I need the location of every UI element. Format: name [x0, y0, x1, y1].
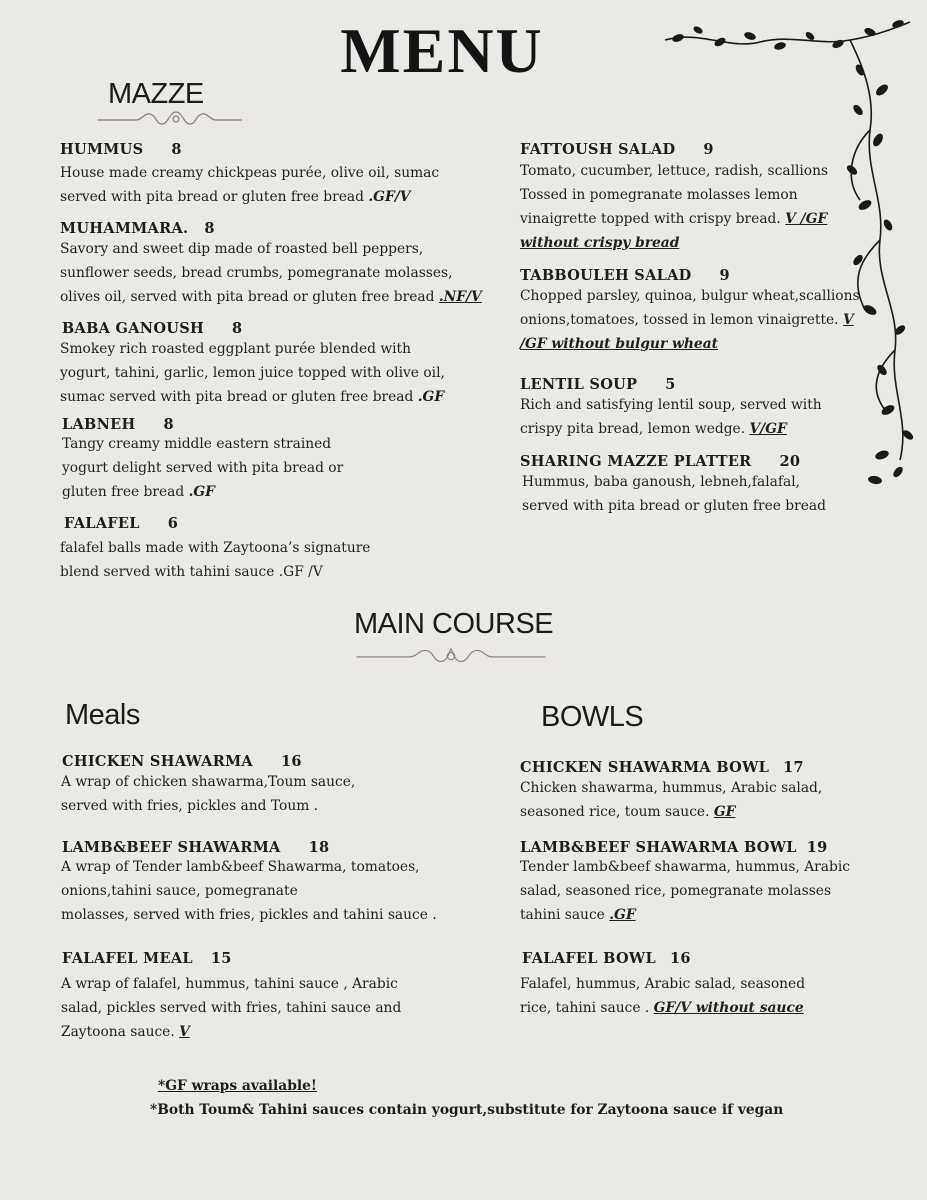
- price: 20: [779, 453, 801, 470]
- price: 9: [719, 267, 730, 284]
- diet-tag: GF/V without sauce: [653, 1000, 804, 1016]
- menu-title: MENU: [340, 15, 544, 86]
- menu-item-fattoush-desc: Tomato, cucumber, lettuce, radish, scallions Tossed in pomegranate molasses lemon vinaigrette topped with crispy bread. V /GF without crispy bread: [520, 159, 828, 255]
- diet-tag: .GF: [417, 389, 445, 405]
- price: 8: [171, 141, 182, 158]
- section-title-meals: Meals: [65, 699, 140, 731]
- menu-item-lamb-beef-shawarma-name: LAMB&BEEF SHAWARMA 18: [62, 839, 330, 856]
- menu-item-lentil-soup-name: LENTIL SOUP 5: [520, 376, 676, 393]
- menu-item-baba-ganoush-name: BABA GANOUSH 8: [62, 320, 243, 337]
- note-gf-wraps: *GF wraps available!: [158, 1078, 317, 1094]
- menu-item-tabbouleh-name: TABBOULEH SALAD 9: [520, 267, 730, 284]
- price: 8: [204, 220, 215, 237]
- menu-item-chicken-shawarma-desc: A wrap of chicken shawarma,Toum sauce, served with fries, pickles and Toum .: [61, 774, 356, 814]
- menu-item-chicken-bowl-desc: Chicken shawarma, hummus, Arabic salad, seasoned rice, toum sauce. GF: [520, 780, 823, 820]
- diet-tag: GF: [713, 804, 736, 820]
- price: 15: [210, 950, 232, 967]
- menu-item-mazze-platter-name: SHARING MAZZE PLATTER 20: [520, 453, 801, 470]
- section-title-mazze: MAZZE: [108, 78, 204, 110]
- menu-item-hummus-desc: House made creamy chickpeas purée, olive oil, sumac served with pita bread or gluten free bread .GF/V: [60, 165, 440, 205]
- menu-item-lamb-beef-bowl-desc: Tender lamb&beef shawarma, hummus, Arabic salad, seasoned rice, pomegranate molasses tahini sauce .GF: [520, 859, 850, 923]
- flourish-divider: [346, 645, 556, 667]
- flourish-divider: [96, 108, 244, 130]
- diet-tag: .GF: [188, 484, 215, 500]
- menu-item-lentil-soup-desc: Rich and satisfying lentil soup, served with crispy pita bread, lemon wedge. V/GF: [520, 397, 822, 437]
- price: 16: [280, 753, 302, 770]
- diet-tag: V /GF: [785, 211, 828, 227]
- section-title-bowls: BOWLS: [541, 701, 644, 733]
- menu-item-labneh-desc: Tangy creamy middle eastern strained yogurt delight served with pita bread or gluten free bread .GF: [62, 436, 344, 500]
- diet-tag: .GF: [609, 907, 636, 923]
- diet-tag: V: [179, 1024, 190, 1040]
- menu-item-lamb-beef-bowl-name: LAMB&BEEF SHAWARMA BOWL 19: [520, 839, 828, 856]
- menu-item-lamb-beef-shawarma-desc: A wrap of Tender lamb&beef Shawarma, tomatoes, onions,tahini sauce, pomegranate molasses, served with fries, pickles and tahini sauce .: [61, 859, 437, 923]
- diet-tag: V/GF: [749, 421, 787, 437]
- menu-item-falafel-bowl-name: FALAFEL BOWL 16: [522, 950, 691, 967]
- menu-item-falafel-meal-name: FALAFEL MEAL 15: [62, 950, 232, 967]
- menu-item-labneh-name: LABNEH 8: [62, 416, 174, 433]
- section-title-main-course: MAIN COURSE: [354, 608, 554, 640]
- menu-item-falafel-desc: falafel balls made with Zaytoona’s signature blend served with tahini sauce .GF /V: [60, 540, 371, 580]
- price: 18: [308, 839, 330, 856]
- menu-item-baba-ganoush-desc: Smokey rich roasted eggplant purée blended with yogurt, tahini, garlic, lemon juice topped with olive oil, sumac served with pita bread or gluten free bread .GF: [60, 341, 445, 405]
- menu-item-muhammara-desc: Savory and sweet dip made of roasted bell peppers, sunflower seeds, bread crumbs, pomegranate molasses, olives oil, served with pita bread or gluten free bread .NF/V: [60, 241, 482, 305]
- diet-tag: without crispy bread: [520, 235, 680, 251]
- menu-item-hummus-name: HUMMUS 8: [60, 141, 182, 158]
- menu-item-fattoush-name: FATTOUSH SALAD 9: [520, 141, 714, 158]
- price: 6: [167, 515, 179, 532]
- menu-item-muhammara-name: MUHAMMARA. 8: [60, 220, 215, 237]
- price: 9: [703, 141, 714, 158]
- diet-tag: /GF without bulgur wheat: [520, 336, 719, 352]
- menu-item-mazze-platter-desc: Hummus, baba ganoush, lebneh,falafal, served with pita bread or gluten free bread: [522, 474, 826, 514]
- menu-item-tabbouleh-desc: Chopped parsley, quinoa, bulgur wheat,scallions onions,tomatoes, tossed in lemon vinaigrette. V /GF without bulgur wheat: [520, 284, 860, 356]
- price: 16: [669, 950, 691, 967]
- price: 17: [783, 759, 804, 776]
- price: 5: [665, 376, 676, 393]
- menu-item-chicken-bowl-name: CHICKEN SHAWARMA BOWL 17: [520, 759, 804, 776]
- diet-tag: V: [842, 312, 854, 328]
- menu-item-falafel-meal-desc: A wrap of falafel, hummus, tahini sauce , Arabic salad, pickles served with fries, tahini sauce and Zaytoona sauce. V: [61, 976, 402, 1040]
- note-sauces: *Both Toum& Tahini sauces contain yogurt,substitute for Zaytoona sauce if vegan: [150, 1102, 784, 1118]
- price: 8: [163, 416, 174, 433]
- diet-tag: .NF/V: [438, 289, 482, 305]
- menu-item-chicken-shawarma-name: CHICKEN SHAWARMA 16: [62, 753, 302, 770]
- price: 8: [232, 320, 243, 337]
- menu-item-falafel-name: FALAFEL 6: [64, 515, 179, 532]
- diet-tag: .GF/V: [368, 189, 411, 205]
- price: 19: [806, 839, 828, 856]
- menu-item-falafel-bowl-desc: Falafel, hummus, Arabic salad, seasoned rice, tahini sauce . GF/V without sauce: [520, 976, 806, 1016]
